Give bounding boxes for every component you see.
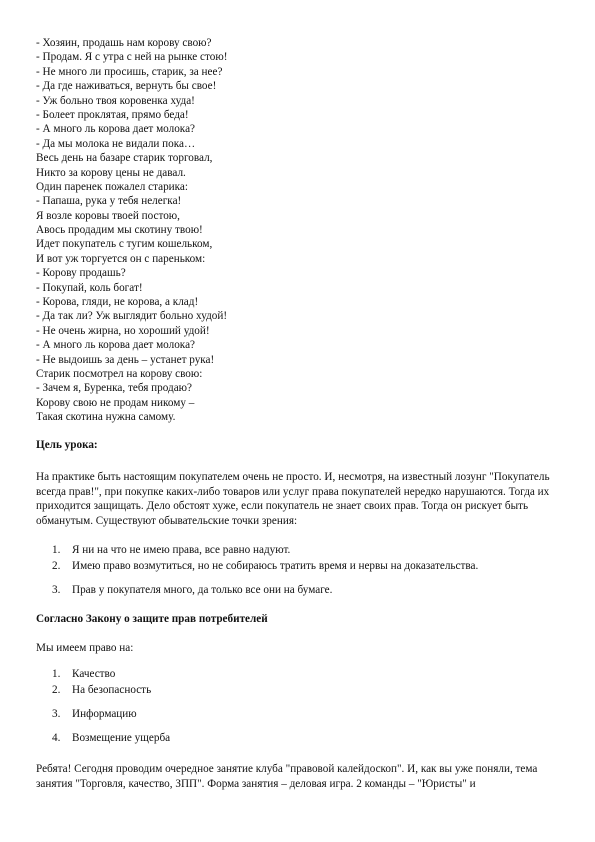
list-item-text: Прав у покупателя много, да только все они на бумаге. bbox=[72, 584, 333, 596]
poem-line: - А много ль корова дает молока? bbox=[36, 123, 195, 136]
poem-line: - Болеет проклятая, прямо беда! bbox=[36, 108, 189, 121]
poem-line: Корову свою не продам никому – bbox=[36, 396, 195, 409]
poem-line: Такая скотина нужна самому. bbox=[36, 411, 176, 424]
rights-intro: Мы имеем право на: bbox=[36, 642, 134, 654]
poem-line: Один паренек пожалел старика: bbox=[36, 180, 188, 193]
poem-line: - Не очень жирна, но хороший удой! bbox=[36, 324, 210, 337]
list-item-text: Качество bbox=[72, 668, 116, 680]
intro-paragraph: На практике быть настоящим покупателем очень не просто. И, несмотря, на известный лозунг "Покупатель всегда прав!", при покупке каких-либо товаров или услуг права покупателей нередко нарушаются. Тогда их приходится защищать. Дело обстоят хуже, если покупатель не знает своих прав. Тогда он рискует быть обманутым. Существуют обывательские точки зрения: bbox=[36, 471, 550, 527]
poem-line: - Да так ли? Уж выглядит больно худой! bbox=[36, 310, 228, 323]
poem-line: - Да мы молока не видали пока… bbox=[36, 137, 196, 150]
poem-line: - А много ль корова дает молока? bbox=[36, 339, 195, 352]
poem-line: - Да где наживаться, вернуть бы свое! bbox=[36, 80, 217, 93]
poem-line: - Зачем я, Буренка, тебя продаю? bbox=[36, 382, 193, 395]
poem-line: Старик посмотрел на корову свою: bbox=[36, 367, 203, 380]
poem-line: Весь день на базаре старик торговал, bbox=[36, 152, 213, 165]
list-item-number: 2. bbox=[52, 560, 61, 572]
poem-line: - Хозяин, продашь нам корову свою? bbox=[36, 37, 212, 49]
law-heading: Согласно Закону о защите прав потребителей bbox=[36, 613, 268, 625]
list-item-text: Информацию bbox=[72, 708, 137, 720]
poem-line: - Папаша, рука у тебя нелегка! bbox=[36, 195, 182, 208]
poem-line: И вот уж торгуется он с пареньком: bbox=[36, 252, 206, 265]
poem-line: Я возле коровы твоей постою, bbox=[36, 209, 180, 222]
list-item-number: 4. bbox=[52, 732, 61, 744]
list-item-number: 2. bbox=[52, 684, 61, 696]
list-item-text: Возмещение ущерба bbox=[72, 732, 171, 744]
poem-line: - Не выдоишь за день – устанет рука! bbox=[36, 353, 215, 366]
list-item-text: На безопасность bbox=[72, 684, 152, 696]
poem bbox=[36, 36, 556, 425]
list-item-number: 1. bbox=[52, 668, 61, 680]
closing-paragraph: Ребята! Сегодня проводим очередное занятие клуба "правовой калейдоскоп". И, как вы уже поняли, тема занятия "Торговля, качество, ЗПП". Форма занятия – деловая игра. 2 команды – "Юристы" и bbox=[36, 763, 538, 790]
poem-line: - Корову продашь? bbox=[36, 267, 126, 280]
poem-line: Никто за корову цены не давал. bbox=[36, 166, 186, 179]
goal-heading: Цель урока: bbox=[36, 439, 98, 451]
list-item-number: 3. bbox=[52, 708, 61, 720]
poem-line: Авось продадим мы скотину твою! bbox=[36, 224, 203, 237]
poem-line: - Уж больно твоя коровенка худа! bbox=[36, 94, 195, 107]
poem-line: Идет покупатель с тугим кошельком, bbox=[36, 238, 213, 251]
list-item-number: 1. bbox=[52, 544, 61, 556]
list-item-number: 3. bbox=[52, 584, 61, 596]
poem-line: - Корова, гляди, не корова, а клад! bbox=[36, 296, 199, 309]
poem-line: - Продам. Я с утра с ней на рынке стою! bbox=[36, 51, 228, 64]
poem-line: - Не много ли просишь, старик, за нее? bbox=[36, 65, 223, 78]
list-item-text: Имею право возмутиться, но не собираюсь тратить время и нервы на доказательства. bbox=[72, 560, 479, 572]
poem-line: - Покупай, коль богат! bbox=[36, 281, 143, 294]
list-item-text: Я ни на что не имею права, все равно надуют. bbox=[72, 544, 291, 556]
